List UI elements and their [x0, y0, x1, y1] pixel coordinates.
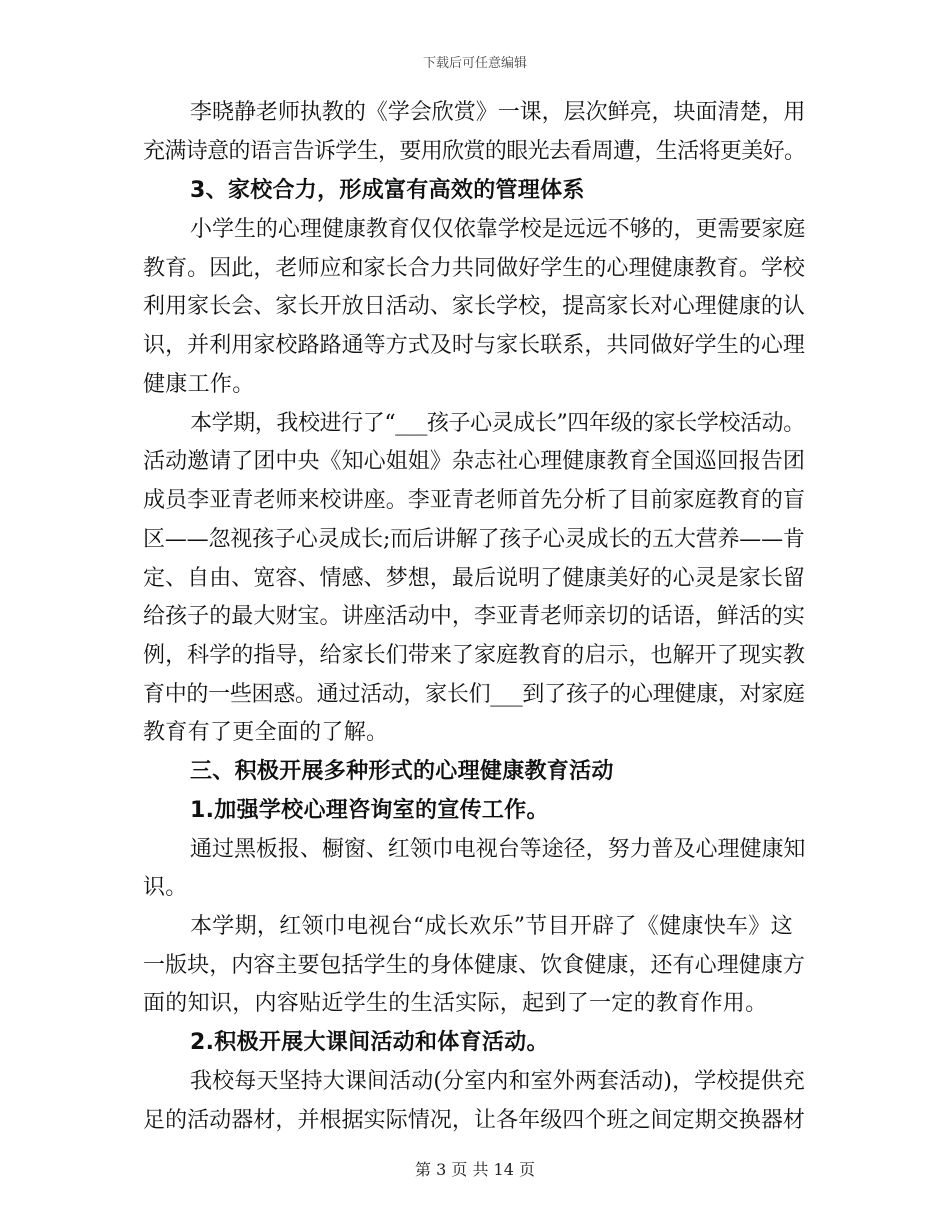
paragraph-line: 小学生的心理健康教育仅仅依靠学校是远远不够的，更需要家庭: [190, 217, 806, 242]
paragraph-line: 识。: [143, 875, 188, 900]
paragraph-line: 通过黑板报、橱窗、红领巾电视台等途径，努力普及心理健康知: [190, 837, 806, 862]
paragraph-line: 面的知识，内容贴近学生的生活实际，起到了一定的教育作用。: [143, 991, 768, 1016]
section-heading: 1.加强学校心理咨询室的宣传工作。: [190, 798, 549, 823]
paragraph-line: 教育。因此，老师应和家长合力共同做好学生的心理健康教育。学校: [143, 256, 806, 281]
paragraph-line: 定、自由、宽容、情感、梦想，最后说明了健康美好的心灵是家长留: [143, 566, 806, 591]
paragraph-line: 李晓静老师执教的《学会欣赏》一课，层次鲜亮，块面清楚，用: [190, 100, 806, 125]
paragraph-line: 给孩子的最大财宝。讲座活动中，李亚青老师亲切的话语，鲜活的实: [143, 604, 806, 629]
paragraph-line: 教育有了更全面的了解。: [143, 720, 389, 745]
page-footer: 第 3 页 共 14 页: [415, 1160, 535, 1179]
paragraph-line: 充满诗意的语言告诉学生，要用欣赏的眼光去看周遭，生活将更美好。: [143, 139, 806, 164]
paragraph-line: 育中的一些困惑。通过活动，家长们___到了孩子的心理健康，对家庭: [143, 682, 805, 707]
paragraph-line: 识，并利用家校路路通等方式及时与家长联系，共同做好学生的心理: [143, 333, 806, 358]
paragraph-line: 本学期，我校进行了“___孩子心灵成长”四年级的家长学校活动。: [190, 411, 805, 436]
paragraph-line: 成员李亚青老师来校讲座。李亚青老师首先分析了目前家庭教育的盲: [143, 488, 806, 513]
paragraph-line: 足的活动器材，并根据实际情况，让各年级四个班之间定期交换器材: [143, 1108, 806, 1133]
section-heading: 三、积极开展多种形式的心理健康教育活动: [190, 759, 614, 784]
paragraph-line: 一版块，内容主要包括学生的身体健康、饮食健康，还有心理健康方: [143, 953, 806, 978]
paragraph-line: 健康工作。: [143, 372, 255, 397]
paragraph-line: 利用家长会、家长开放日活动、家长学校，提高家长对心理健康的认: [143, 294, 806, 319]
page-header: 下载后可任意编辑: [422, 56, 527, 71]
section-heading: 2.积极开展大课间活动和体育活动。: [190, 1030, 549, 1055]
paragraph-line: 本学期，红领巾电视台“成长欢乐”节目开辟了《健康快车》这: [190, 914, 793, 939]
paragraph-line: 我校每天坚持大课间活动(分室内和室外两套活动)，学校提供充: [190, 1069, 805, 1094]
paragraph-line: 例，科学的指导，给家长们带来了家庭教育的启示，也解开了现实教: [143, 643, 806, 668]
section-heading: 3、家校合力，形成富有高效的管理体系: [190, 178, 585, 203]
paragraph-line: 区——忽视孩子心灵成长;而后讲解了孩子心灵成长的五大营养——肯: [143, 527, 805, 552]
paragraph-line: 活动邀请了团中央《知心姐姐》杂志社心理健康教育全国巡回报告团: [143, 449, 806, 474]
